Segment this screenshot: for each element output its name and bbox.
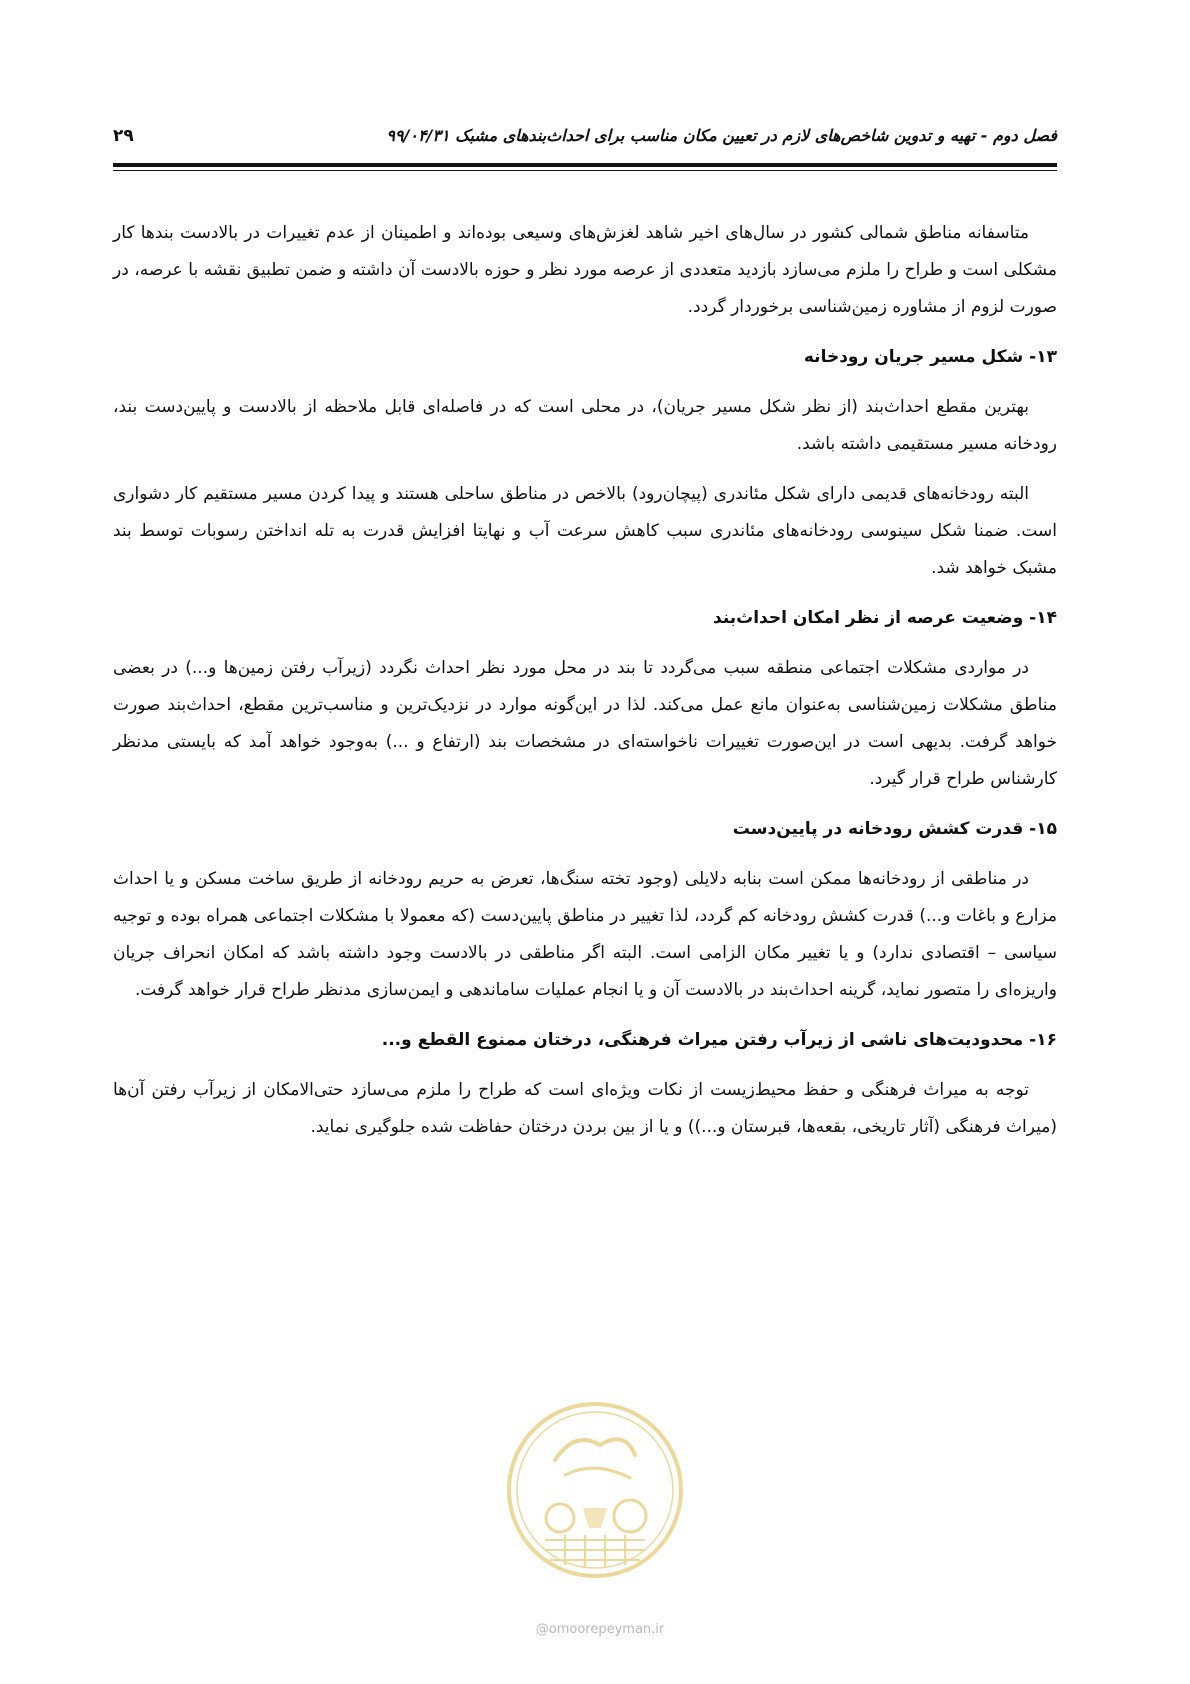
paragraph: بهترین مقطع احداث‌بند (از نظر شکل مسیر جریان)، در محلی است که در فاصله‌ای قابل ملاحظه از بالادست و پایین‌دست بند، رودخانه مسیر مستقیمی داشته باشد. [113,397,1057,454]
header-rule-thick [113,163,1057,167]
section-heading-14: ۱۴- وضعیت عرصه از نظر امکان احداث‌بند [713,608,1057,628]
page-header [113,126,1057,154]
watermark-logo-icon [505,1400,685,1580]
paragraph: توجه به میراث فرهنگی و حفظ محیط‌زیست از نکات ویژه‌ای است که طراح را ملزم می‌سازد حتی‌الامکان از زیرآب رفتن آن‌ها (میراث فرهنگی (آثار تاریخی، بقعه‌ها، قبرستان و...)) و یا از بین بردن درختان حفاظت شده جلوگیری نماید. [113,1080,1057,1137]
watermark-url: @omoorepeyman.ir [535,1622,665,1637]
paragraph: در مواردی مشکلات اجتماعی منطقه سبب می‌گردد تا بند در محل مورد نظر احداث نگردد (زیرآب رفتن زمین‌ها و...) در بعضی مناطق مشکلات زمین‌شناسی به‌عنوان مانع عمل می‌کند. لذا در این‌گونه موارد در نزدیک‌ترین و مناسب‌ترین مقطع، احداث‌بند صورت خواهد گرفت. بدیهی است در این‌صورت تغییرات ناخواسته‌ای در مشخصات بند (ارتفاع و ...) به‌وجود خواهد آمد که بایستی مدنظر کارشناس طراح قرار گیرد. [113,658,1057,789]
header-rule-thin [113,170,1057,171]
section-heading-16: ۱۶- محدودیت‌های ناشی از زیرآب رفتن میراث فرهنگی، درختان ممنوع القطع و... [381,1030,1057,1050]
section-heading-15: ۱۵- قدرت کشش رودخانه در پایین‌دست [732,819,1057,839]
page-number: ۲۹ [113,126,134,146]
paragraph: البته رودخانه‌های قدیمی دارای شکل مئاندری (پیچان‌رود) بالاخص در مناطق ساحلی هستند و پیدا کردن مسیر مستقیم کار دشواری است. ضمنا شکل سینوسی رودخانه‌های مئاندری سبب کاهش سرعت آب و نهایتا افزایش قدرت به تله انداختن رسوبات توسط بند مشبک خواهد شد. [113,484,1057,578]
chapter-title: فصل دوم - تهیه و تدوین شاخص‌های لازم در تعیین مکان مناسب برای احداث‌بندهای مشبک ۹۹/۰۴/۳۱ [386,126,1057,145]
paragraph: متاسفانه مناطق شمالی کشور در سال‌های اخیر شاهد لغزش‌های وسیعی بوده‌اند و اطمینان از عدم تغییرات در بالادست بندها کار مشکلی است و طراح را ملزم می‌سازد بازدید متعددی از عرصه مورد نظر و حوزه بالادست آن داشته و ضمن تطبیق نقشه با عرصه، در صورت لزوم از مشاوره زمین‌شناسی برخوردار گردد. [113,223,1057,317]
section-heading-13: ۱۳- شکل مسیر جریان رودخانه [803,347,1057,367]
paragraph: در مناطقی از رودخانه‌ها ممکن است بنابه دلایلی (وجود تخته سنگ‌ها، تعرض به حریم رودخانه از طریق ساخت مسکن و یا احداث مزارع و باغات و...) قدرت کشش رودخانه کم گردد، لذا تغییر در مناطق پایین‌دست (که معمولا با مشکلات اجتماعی همراه بوده و توجیه سیاسی – اقتصادی ندارد) و یا تغییر مکان الزامی است. البته اگر مناطقی در بالادست وجود داشته باشد که امکان انحراف جریان واریزه‌ای را متصور نماید، گرینه احداث‌بند در بالادست آن و یا انجام عملیات ساماندهی و ایمن‌سازی مدنظر طراح قرار خواهد گرفت. [113,869,1057,1000]
document-body [113,215,1057,1159]
